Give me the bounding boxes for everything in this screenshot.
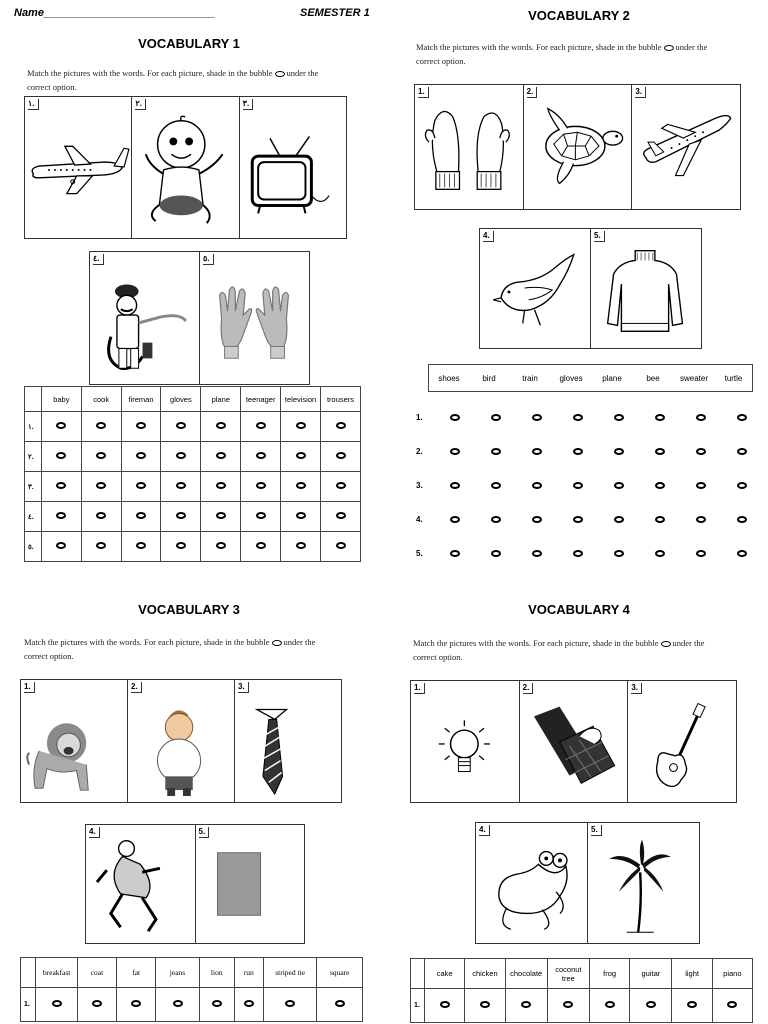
answer-bubble[interactable] [256, 482, 266, 489]
answer-bubble[interactable] [614, 414, 624, 421]
answer-bubble[interactable] [655, 516, 665, 523]
answer-bubble[interactable] [56, 452, 66, 459]
answer-bubble[interactable] [216, 542, 226, 549]
answer-bubble[interactable] [737, 448, 747, 455]
vocab3-picture-row-2 [85, 824, 305, 944]
answer-bubble[interactable] [336, 482, 346, 489]
answer-bubble[interactable] [491, 550, 501, 557]
answer-bubble[interactable] [450, 414, 460, 421]
answer-bubble[interactable] [450, 550, 460, 557]
striped-tie-icon [235, 680, 341, 802]
vocab2-word-row [428, 364, 753, 392]
light-bulb-icon [411, 681, 519, 802]
picture-cell [628, 681, 736, 802]
picture-cell [200, 252, 309, 384]
word-header: fat [117, 958, 156, 988]
word-header: chocolate [505, 959, 547, 989]
vocab3-picture-row-1 [20, 679, 342, 803]
word-header: coconut tree [547, 959, 589, 989]
word-header: cake [425, 959, 465, 989]
word-header: sweater [679, 373, 708, 383]
answer-bubble[interactable] [216, 422, 226, 429]
answer-bubble[interactable] [450, 448, 460, 455]
picture-cell [240, 97, 346, 238]
baby-icon [132, 97, 238, 238]
lion-icon [21, 680, 127, 802]
vocab4-title: VOCABULARY 4 [528, 602, 630, 617]
table-row: 2. [416, 447, 762, 456]
answer-bubble[interactable] [336, 512, 346, 519]
answer-bubble[interactable] [136, 482, 146, 489]
picture-number: 5. [199, 827, 210, 838]
answer-bubble[interactable] [532, 482, 542, 489]
picture-number: 4. [483, 231, 494, 242]
square-icon [196, 825, 305, 943]
vocab2-title: VOCABULARY 2 [528, 8, 630, 23]
word-header: bird [482, 373, 496, 383]
answer-bubble[interactable] [727, 1001, 737, 1008]
answer-bubble[interactable] [532, 516, 542, 523]
vocab4-answer-table [410, 958, 753, 1023]
answer-bubble[interactable] [336, 542, 346, 549]
word-header: shoes [438, 373, 460, 383]
airplane-icon [25, 97, 131, 238]
word-header: piano [712, 959, 752, 989]
vocab1-picture-row-1 [24, 96, 347, 239]
bird-icon [480, 229, 590, 348]
picture-number: 3. [635, 87, 646, 98]
answer-bubble[interactable] [96, 482, 106, 489]
answer-bubble[interactable] [56, 482, 66, 489]
answer-bubble[interactable] [696, 448, 706, 455]
picture-cell [235, 680, 341, 802]
answer-bubble[interactable] [440, 1001, 450, 1008]
answer-bubble[interactable] [285, 1000, 295, 1007]
vocab1-answer-table [24, 386, 361, 562]
answer-bubble[interactable] [176, 512, 186, 519]
answer-bubble[interactable] [136, 512, 146, 519]
picture-number: ٤. [93, 254, 104, 265]
answer-bubble[interactable] [737, 516, 747, 523]
vocab2-picture-row-2 [479, 228, 702, 349]
answer-bubble[interactable] [176, 482, 186, 489]
word-header: television [281, 387, 321, 412]
picture-number: 1. [418, 87, 429, 98]
vocab1-title: VOCABULARY 1 [138, 36, 240, 51]
picture-cell [90, 252, 200, 384]
picture-number: ١. [28, 99, 39, 110]
table-row: ٣. [25, 472, 361, 502]
table-row: 5. [416, 549, 762, 558]
word-header: plane [201, 387, 241, 412]
answer-bubble[interactable] [173, 1000, 183, 1007]
answer-bubble[interactable] [655, 448, 665, 455]
airplane-icon [632, 85, 740, 209]
table-row: ٥. [25, 532, 361, 562]
semester-label: SEMESTER 1 [300, 7, 370, 19]
answer-bubble[interactable] [563, 1001, 573, 1008]
picture-number: 3. [238, 682, 249, 693]
picture-cell [520, 681, 629, 802]
answer-bubble[interactable] [655, 550, 665, 557]
word-header: cook [81, 387, 121, 412]
chocolate-icon [520, 681, 628, 802]
answer-bubble[interactable] [136, 422, 146, 429]
vocab3-answer-table [20, 957, 363, 1022]
answer-bubble[interactable] [296, 452, 306, 459]
answer-bubble[interactable] [450, 482, 460, 489]
word-header: striped tie [263, 958, 317, 988]
answer-bubble[interactable] [296, 422, 306, 429]
answer-bubble[interactable] [491, 516, 501, 523]
answer-bubble[interactable] [96, 422, 106, 429]
running-man-icon [86, 825, 195, 943]
answer-bubble[interactable] [296, 482, 306, 489]
word-header: frog [590, 959, 630, 989]
vocab4-picture-row-1 [410, 680, 737, 803]
answer-bubble[interactable] [480, 1001, 490, 1008]
picture-cell [21, 680, 128, 802]
picture-number: 2. [527, 87, 538, 98]
table-row: 1. [416, 413, 762, 422]
word-header: light [672, 959, 712, 989]
answer-bubble[interactable] [52, 1000, 62, 1007]
word-header: square [317, 958, 363, 988]
word-header: lion [199, 958, 234, 988]
answer-bubble[interactable] [614, 516, 624, 523]
answer-bubble[interactable] [491, 414, 501, 421]
word-header: trousers [321, 387, 361, 412]
table-row: ١. [25, 412, 361, 442]
answer-bubble[interactable] [96, 542, 106, 549]
answer-bubble[interactable] [244, 1000, 254, 1007]
table-row: 4. [416, 515, 762, 524]
answer-bubble[interactable] [614, 448, 624, 455]
answer-bubble[interactable] [256, 452, 266, 459]
answer-bubble[interactable] [614, 482, 624, 489]
picture-cell [632, 85, 740, 209]
picture-cell [524, 85, 633, 209]
answer-bubble[interactable] [696, 414, 706, 421]
answer-bubble[interactable] [491, 482, 501, 489]
answer-bubble[interactable] [532, 414, 542, 421]
answer-bubble[interactable] [212, 1000, 222, 1007]
answer-bubble[interactable] [216, 512, 226, 519]
vocab3-instructions: Match the pictures with the words. For each picture, shade in the bubble under the correct option. [24, 637, 316, 661]
answer-bubble[interactable] [573, 550, 583, 557]
table-row: 1. [21, 988, 363, 1022]
mittens-icon [415, 85, 523, 209]
word-header: bee [646, 373, 660, 383]
word-header: gloves [559, 373, 583, 383]
answer-bubble[interactable] [532, 550, 542, 557]
picture-cell [476, 823, 588, 943]
table-row: 3. [416, 481, 762, 490]
bubble-icon [272, 640, 282, 646]
answer-bubble[interactable] [521, 1001, 531, 1008]
word-header: gloves [161, 387, 201, 412]
vocab1-picture-row-2 [89, 251, 310, 385]
answer-bubble[interactable] [737, 482, 747, 489]
picture-cell [591, 229, 701, 348]
fat-boy-icon [128, 680, 234, 802]
picture-number: 2. [523, 683, 534, 694]
picture-number: 2. [131, 682, 142, 693]
bubble-icon [275, 71, 285, 77]
television-icon [240, 97, 346, 238]
picture-cell [25, 97, 132, 238]
word-header: chicken [465, 959, 505, 989]
answer-bubble[interactable] [92, 1000, 102, 1007]
word-header: coat [77, 958, 116, 988]
answer-bubble[interactable] [176, 542, 186, 549]
picture-number: 4. [479, 825, 490, 836]
gloves-icon [200, 252, 309, 384]
picture-cell [480, 229, 591, 348]
answer-bubble[interactable] [573, 448, 583, 455]
answer-bubble[interactable] [646, 1001, 656, 1008]
picture-number: 5. [594, 231, 605, 242]
vocab4-picture-row-2 [475, 822, 700, 944]
picture-cell [588, 823, 699, 943]
picture-cell [411, 681, 520, 802]
answer-bubble[interactable] [450, 516, 460, 523]
word-header: baby [41, 387, 81, 412]
picture-cell [196, 825, 305, 943]
answer-bubble[interactable] [96, 452, 106, 459]
picture-cell [128, 680, 235, 802]
answer-bubble[interactable] [216, 482, 226, 489]
picture-number: ٢. [135, 99, 146, 110]
vocab2-picture-row-1 [414, 84, 741, 210]
answer-bubble[interactable] [136, 452, 146, 459]
answer-bubble[interactable] [491, 448, 501, 455]
vocab1-instructions: Match the pictures with the words. For each picture, shade in the bubble under the correct option. [27, 68, 319, 92]
answer-bubble[interactable] [696, 550, 706, 557]
bubble-icon [664, 45, 674, 51]
picture-number: 5. [591, 825, 602, 836]
word-header: teenager [241, 387, 281, 412]
picture-number: 4. [89, 827, 100, 838]
answer-bubble[interactable] [573, 482, 583, 489]
word-header: plane [602, 373, 622, 383]
answer-bubble[interactable] [655, 482, 665, 489]
answer-bubble[interactable] [56, 542, 66, 549]
answer-bubble[interactable] [737, 550, 747, 557]
answer-bubble[interactable] [96, 512, 106, 519]
answer-bubble[interactable] [256, 542, 266, 549]
answer-bubble[interactable] [687, 1001, 697, 1008]
coconut-tree-icon [588, 823, 699, 943]
fireman-icon [90, 252, 199, 384]
bubble-icon [661, 641, 671, 647]
answer-bubble[interactable] [296, 542, 306, 549]
turtle-icon [524, 85, 632, 209]
word-header: guitar [630, 959, 672, 989]
word-header: run [234, 958, 263, 988]
answer-bubble[interactable] [296, 512, 306, 519]
picture-cell [86, 825, 196, 943]
picture-number: 1. [24, 682, 35, 693]
answer-bubble[interactable] [256, 422, 266, 429]
picture-number: 3. [631, 683, 642, 694]
table-row: 1. [411, 989, 753, 1023]
answer-bubble[interactable] [336, 452, 346, 459]
answer-bubble[interactable] [336, 422, 346, 429]
guitar-icon [628, 681, 736, 802]
answer-bubble[interactable] [737, 414, 747, 421]
answer-bubble[interactable] [136, 542, 146, 549]
answer-bubble[interactable] [696, 516, 706, 523]
answer-bubble[interactable] [532, 448, 542, 455]
picture-number: ٣. [243, 99, 254, 110]
picture-number: ٥. [203, 254, 214, 265]
answer-bubble[interactable] [573, 414, 583, 421]
answer-bubble[interactable] [696, 482, 706, 489]
picture-cell [415, 85, 524, 209]
sweater-icon [591, 229, 701, 348]
vocab3-title: VOCABULARY 3 [138, 602, 240, 617]
name-label: Name____________________________ [14, 7, 216, 19]
answer-bubble[interactable] [614, 550, 624, 557]
answer-bubble[interactable] [176, 422, 186, 429]
word-header: jeans [156, 958, 199, 988]
answer-bubble[interactable] [131, 1000, 141, 1007]
table-row: ٤. [25, 502, 361, 532]
answer-bubble[interactable] [335, 1000, 345, 1007]
answer-bubble[interactable] [216, 452, 226, 459]
word-header: train [522, 373, 538, 383]
vocab2-instructions: Match the pictures with the words. For each picture, shade in the bubble under the correct option. [416, 42, 708, 66]
answer-bubble[interactable] [573, 516, 583, 523]
vocab4-instructions: Match the pictures with the words. For each picture, shade in the bubble under the correct option. [413, 638, 705, 662]
frog-icon [476, 823, 587, 943]
answer-bubble[interactable] [256, 512, 266, 519]
word-header: breakfast [36, 958, 77, 988]
answer-bubble[interactable] [655, 414, 665, 421]
word-header: fireman [121, 387, 161, 412]
answer-bubble[interactable] [605, 1001, 615, 1008]
table-row: ٢. [25, 442, 361, 472]
answer-bubble[interactable] [56, 512, 66, 519]
picture-cell [132, 97, 239, 238]
answer-bubble[interactable] [176, 452, 186, 459]
word-header: turtle [724, 373, 743, 383]
picture-number: 1. [414, 683, 425, 694]
answer-bubble[interactable] [56, 422, 66, 429]
